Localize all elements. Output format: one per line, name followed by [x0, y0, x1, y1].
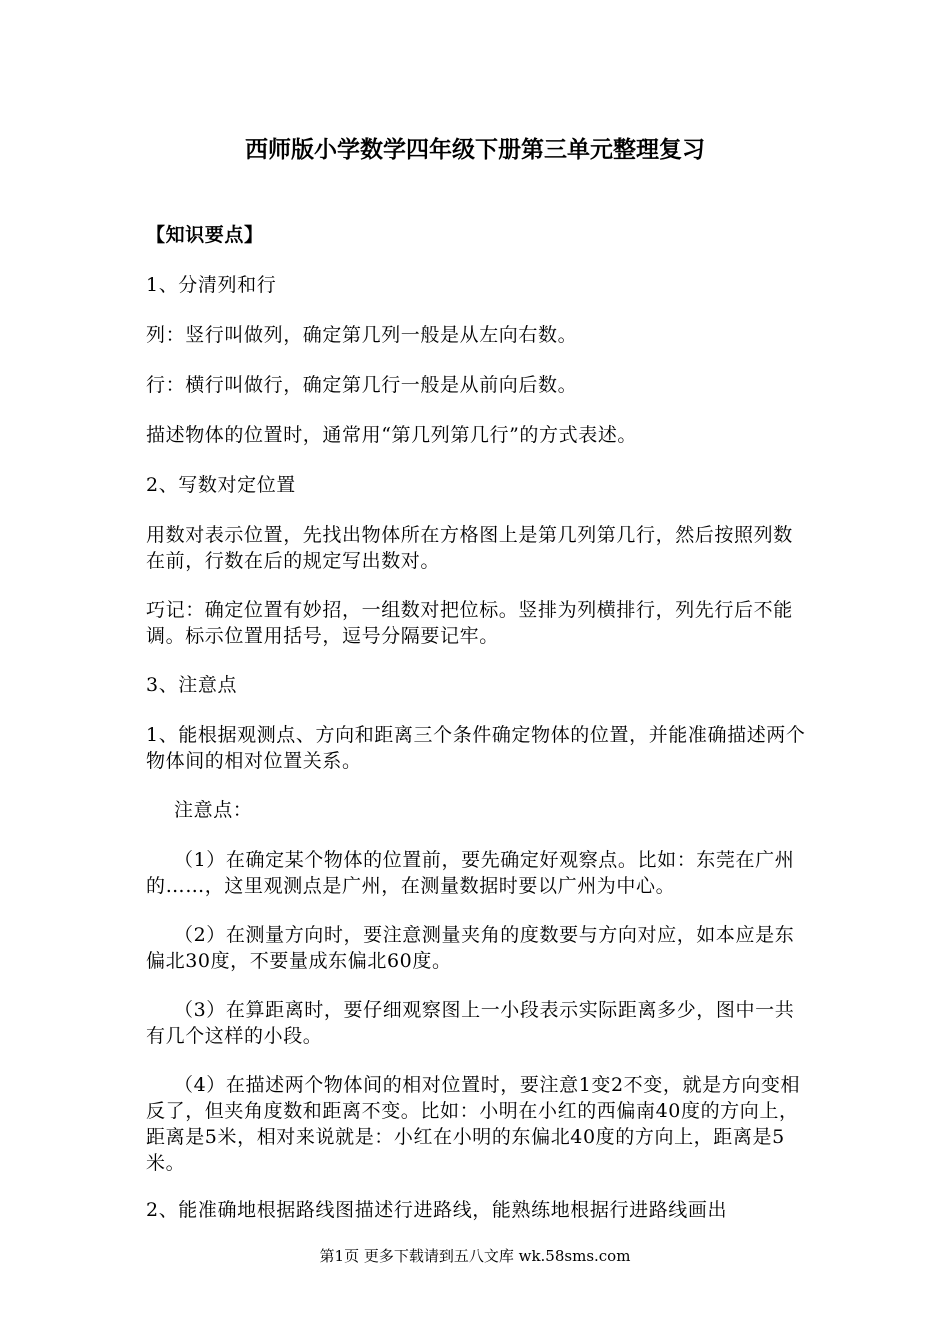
paragraph-12: （2）在测量方向时，要注意测量夹角的度数要与方向对应，如本应是东偏北30度，不要量成东偏北60度。	[146, 924, 795, 972]
document-title: 西师版小学数学四年级下册第三单元整理复习	[245, 136, 705, 163]
paragraph-15: 2、能准确地根据路线图描述行进路线，能熟练地根据行进路线画出	[146, 1199, 728, 1221]
paragraph-8: 3、注意点	[146, 674, 238, 696]
paragraph-9: 1、能根据观测点、方向和距离三个条件确定物体的位置，并能准确描述两个物体间的相对位置关系。	[146, 724, 806, 772]
section-heading: 【知识要点】	[146, 224, 264, 246]
paragraph-6: 用数对表示位置，先找出物体所在方格图上是第几列第几行，然后按照列数在前，行数在后的规定写出数对。	[146, 524, 793, 572]
paragraph-3: 行：横行叫做行，确定第几行一般是从前向后数。	[146, 374, 578, 396]
paragraph-14: （4）在描述两个物体间的相对位置时，要注意1变2不变，就是方向变相反了，但夹角度数和距离不变。比如：小明在小红的西偏南40度的方向上，距离是5米，相对来说就是：小红在小明的东偏北40度的方向上，距离是5米。	[146, 1074, 801, 1174]
paragraph-11: （1）在确定某个物体的位置前，要先确定好观察点。比如：东莞在广州的……，这里观测点是广州，在测量数据时要以广州为中心。	[146, 849, 795, 897]
paragraph-1: 1、分清列和行	[146, 274, 277, 296]
paragraph-2: 列：竖行叫做列，确定第几列一般是从左向右数。	[146, 324, 578, 346]
page-footer: 第1页 更多下载请到五八文库 wk.58sms.com	[319, 1247, 631, 1265]
paragraph-5: 2、写数对定位置	[146, 474, 296, 496]
paragraph-10: 注意点：	[174, 799, 253, 821]
paragraph-4: 描述物体的位置时，通常用“第几列第几行”的方式表述。	[146, 424, 638, 446]
paragraph-13: （3）在算距离时，要仔细观察图上一小段表示实际距离多少，图中一共有几个这样的小段。	[146, 999, 795, 1047]
paragraph-7: 巧记：确定位置有妙招，一组数对把位标。竖排为列横排行，列先行后不能调。标示位置用括号，逗号分隔要记牢。	[146, 599, 793, 647]
